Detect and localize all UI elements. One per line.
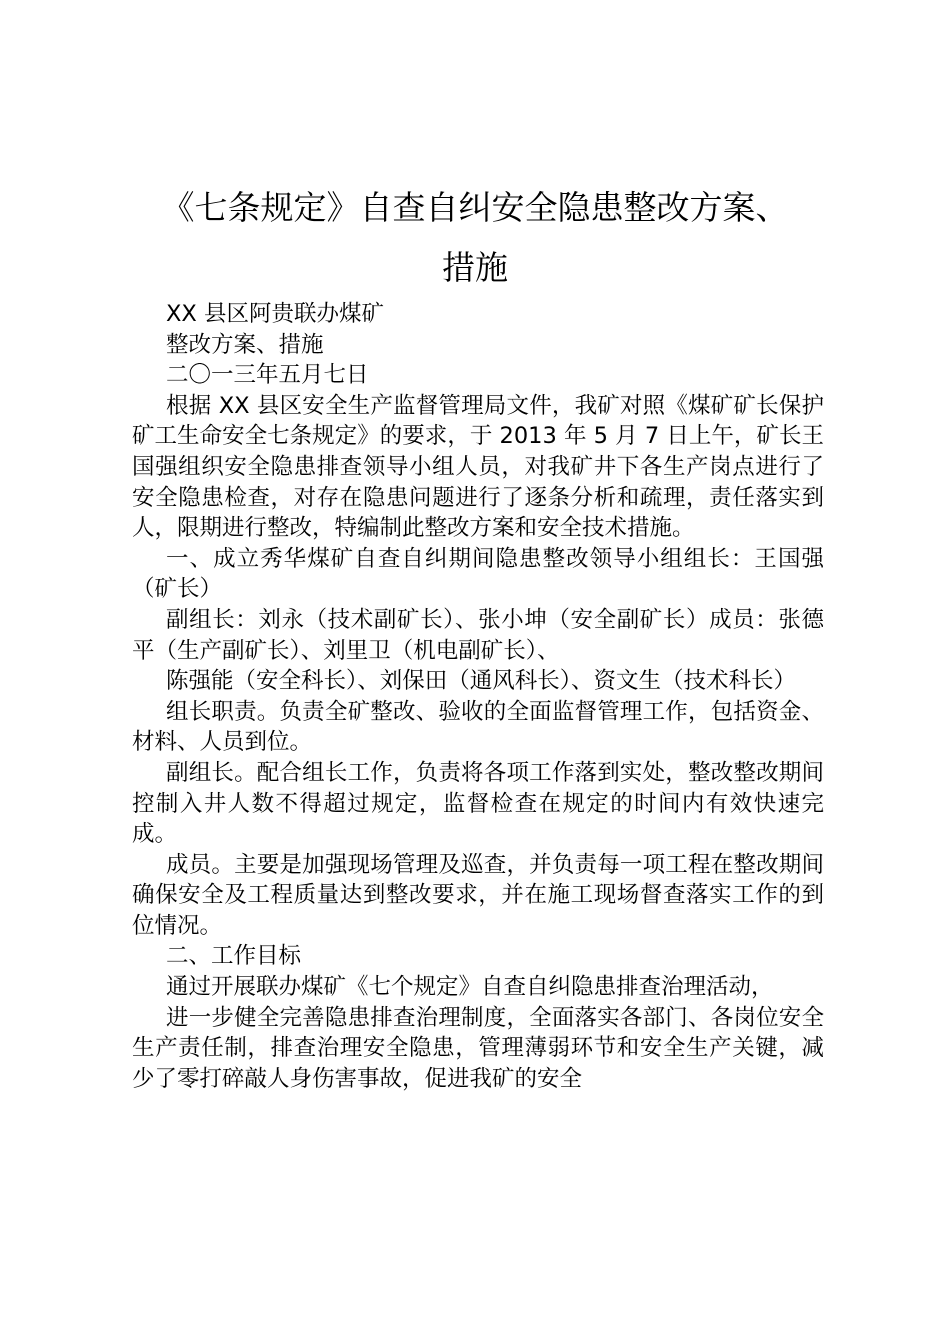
document-title-line-2: 措施 <box>442 248 508 287</box>
body-paragraph: 进一步健全完善隐患排查治理制度，全面落实各部门、各岗位安全生产责任制，排查治理安全隐患，管理薄弱环节和安全生产关键，减少了零打碎敲人身伤害事故，促进我矿的安全 <box>132 1004 824 1092</box>
body-paragraph: 组长职责。负责全矿整改、验收的全面监督管理工作，包括资金、材料、人员到位。 <box>132 698 824 756</box>
body-paragraph: 陈强能（安全科长）、刘保田（通风科长）、资文生（技术科长） <box>166 668 797 695</box>
body-paragraph: 一、成立秀华煤矿自查自纠期间隐患整改领导小组组长：王国强（矿长） <box>132 545 824 603</box>
body-paragraph: 通过开展联办煤矿《七个规定》自查自纠隐患排查治理活动， <box>166 974 774 1001</box>
body-paragraph: 成员。主要是加强现场管理及巡查，并负责每一项工程在整改期间确保安全及工程质量达到整改要求，并在施工现场督查落实工作的到位情况。 <box>132 851 824 939</box>
document-body <box>132 299 824 1094</box>
body-paragraph: 副组长。配合组长工作，负责将各项工作落到实处，整改整改期间控制入井人数不得超过规定，监督检查在规定的时间内有效快速完成。 <box>132 759 824 848</box>
subtitle-line: 整改方案、措施 <box>166 331 324 358</box>
mine-name-line: XX 县区阿贵联办煤矿 <box>166 301 384 327</box>
body-paragraph: 根据 XX 县区安全生产监督管理局文件，我矿对照《煤矿矿长保护矿工生命安全七条规定》的要求，于 2013 年 5 月 7 日上午，矿长王国强组织安全隐患排查领导小组人员，对我矿井下各生产岗点进行了安全隐患检查，对存在隐患问题进行了逐条分析和疏理，责任落实到人，限期进行整改，特编制此整改方案和安全技术措施。 <box>132 392 824 542</box>
body-paragraph: 副组长：刘永（技术副矿长）、张小坤（安全副矿长）成员：张德平（生产副矿长）、刘里卫（机电副矿长）、 <box>132 606 824 664</box>
document-title-line-1: 《七条规定》自查自纠安全隐患整改方案、 <box>161 188 789 227</box>
section-heading: 二、工作目标 <box>166 943 302 970</box>
date-line: 二〇一三年五月七日 <box>166 362 369 389</box>
